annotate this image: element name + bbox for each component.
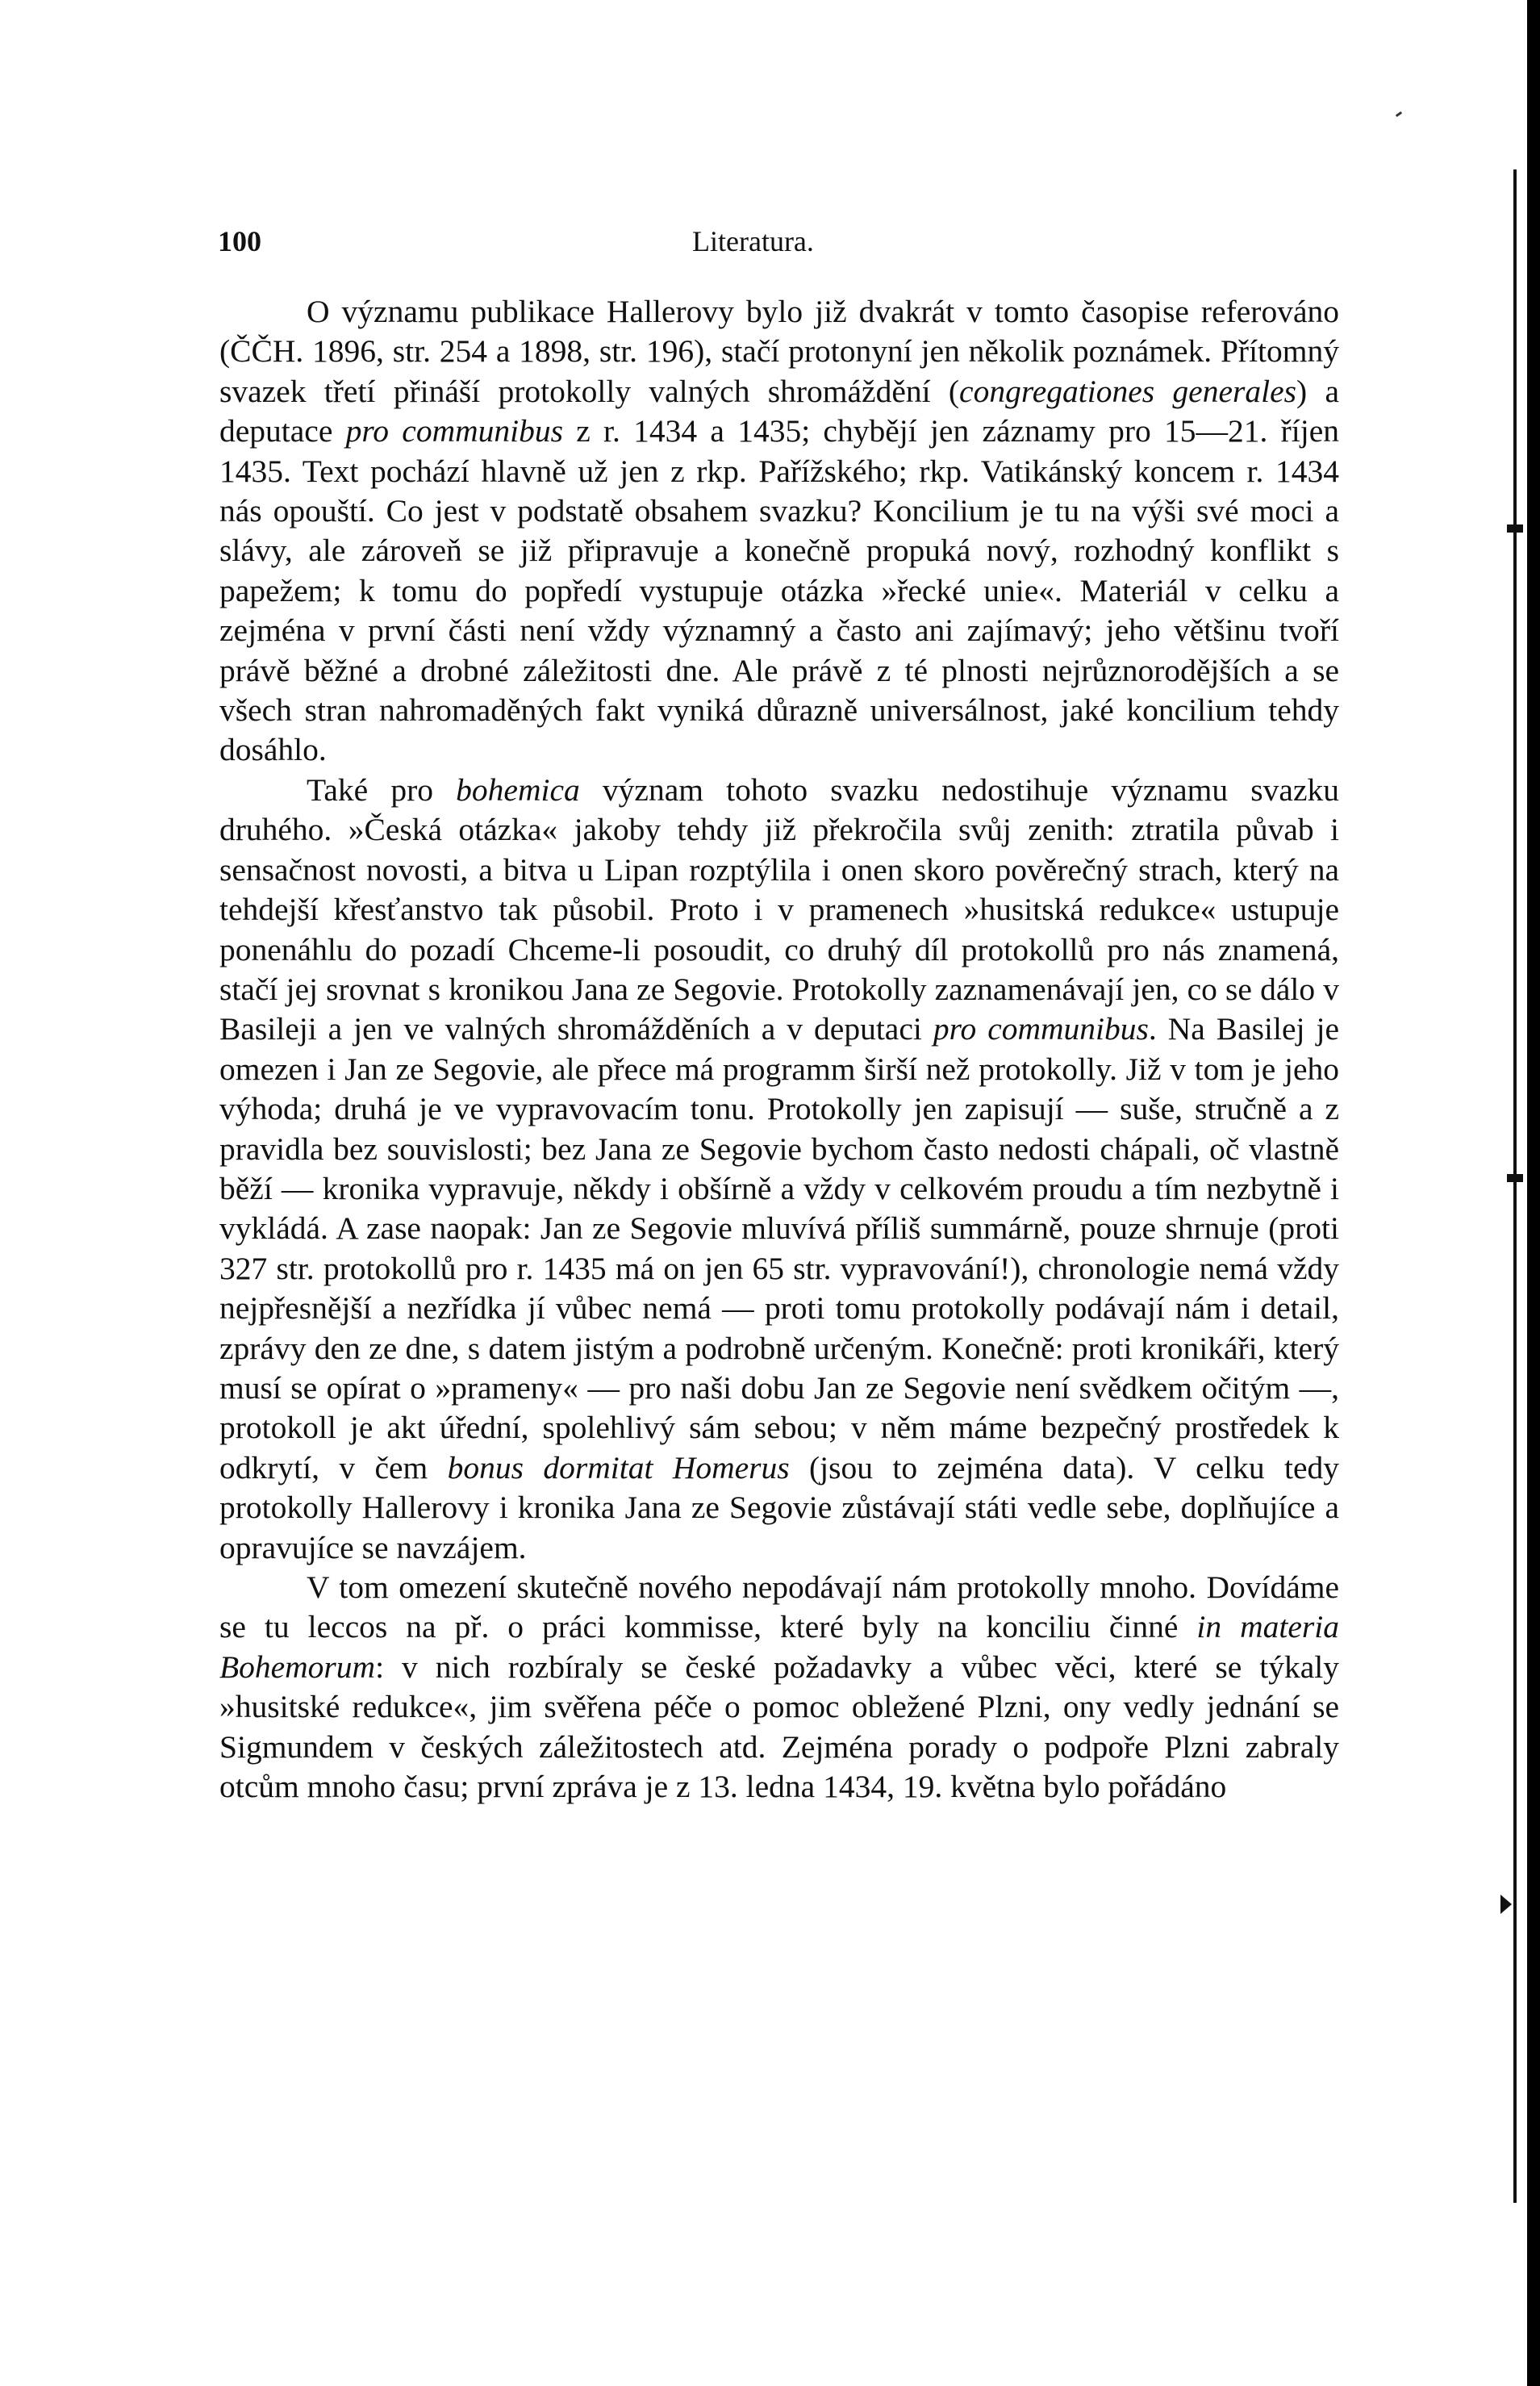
binding-edge-line: [1513, 169, 1517, 2203]
italic-phrase: bohemica: [456, 771, 580, 808]
paragraph: [219, 1568, 1339, 1807]
text-run: ) a deputace: [219, 373, 1339, 449]
italic-phrase: pro communibus: [933, 1011, 1149, 1047]
italic-phrase: in materia Bohemorum: [219, 1609, 1339, 1685]
italic-phrase: congregationes generales: [959, 373, 1296, 409]
text-run: (jsou to zejména data). V celku tedy protokolly Hallerovy i kronika Jana ze Segovie zůstávají státi vedle sebe, doplňujíce a opravujíce se navzájem.: [219, 1449, 1339, 1565]
scan-border: [1527, 0, 1540, 2386]
running-title: Literatura.: [692, 225, 814, 257]
text-run: : v nich rozbíraly se české požadavky a vůbec věci, které se týkaly »husitské redukce«, jim svěřena péče o pomoc obležené Plzni, ony vedly jednání se Sigmundem v českých záležitostech atd. Zejména porady o podpoře Plzni zabraly otcům mnoho času; první zpráva je z 13. ledna 1434, 19. května bylo pořádáno: [219, 1648, 1339, 1805]
page-header: [218, 224, 1347, 273]
text-run: V tom omezení skutečně nového nepodávají nám protokolly mnoho. Dovídáme se tu leccos na př. o práci kommisse, které byly na konciliu činné: [219, 1569, 1339, 1645]
text-run: . Na Basilej je omezen i Jan ze Segovie, ale přece má programm širší než protokolly. Již v tom je jeho výhoda; druhá je ve vypravovacím tonu. Protokolly jen zapisují — suše, stručně a z pravidla bez souvislosti; bez Jana ze Segovie bychom často nedosti chápali, oč vlastně běží — kronika vypravuje, někdy i obšírně a vždy v celkovém proudu a tím nezbytně i vykládá. A zase naopak: Jan ze Segovie mluvívá příliš summárně, pouze shrnuje (proti 327 str. protokollů pro r. 1435 má on jen 65 str. vypravování!), chronologie nemá vždy nejpřesnější a nezřídka jí vůbec nemá — proti tomu protokolly podávají nám i detail, zprávy den ze dne, s datem jistým a podrobně určeným. Konečně: proti kronikáři, který musí se opírat o »prameny« — pro naši dobu Jan ze Segovie není svědkem očitým —, protokoll je akt úřední, spolehlivý sám sebou; v něm máme bezpečný prostředek k odkrytí, v čem: [219, 1011, 1339, 1486]
text-run: význam tohoto svazku nedostihuje významu svazku druhého. »Česká otázka« jakoby tehdy již překročila svůj zenith: ztratila půvab i sensačnost novosti, a bitva u Lipan rozptýlila i onen skoro pověrečný strach, který na tehdejší křesťanstvo tak působil. Proto i v pramenech »husitská redukce« ustupuje ponenáhlu do pozadí Chceme-li posoudit, co druhý díl protokollů pro nás znamená, stačí jej srovnat s kronikou Jana ze Segovie. Protokolly zaznamenávají jen, co se dálo v Basileji a jen ve valných shromážděních a v deputaci: [219, 771, 1339, 1047]
text-run: O významu publikace Hallerovy bylo již dvakrát v tomto časopise referováno (ČČH. 1896, str. 254 a 1898, str. 196), stačí protonyní jen několik poznámek. Přítomný svazek třetí přináší protokolly valných shromáždění (: [219, 294, 1339, 409]
paragraph: [219, 771, 1339, 1568]
italic-phrase: bonus dormitat Homerus: [447, 1449, 790, 1486]
article-body: [219, 292, 1339, 1807]
margin-arrow-mark: [1500, 1895, 1512, 1914]
page-number: 100: [218, 225, 261, 257]
italic-phrase: pro communibus: [345, 413, 563, 449]
binding-notch: [1507, 1174, 1523, 1182]
text-run: z r. 1434 a 1435; chybějí jen záznamy pro 15—21. říjen 1435. Text pochází hlavně už jen z rkp. Pařížského; rkp. Vatikánský koncem r. 1434 nás opouští. Co jest v podstatě obsahem svazku? Koncilium je tu na výši své moci a slávy, ale zároveň se již připravuje a konečně propuká nový, rozhodný konflikt s papežem; k tomu do popředí vystupuje otázka »řecké unie«. Materiál v celku a zejména v první části není vždy významný a často ani zajímavý; jeho většinu tvoří právě běžné a drobné záležitosti dne. Ale právě z té plnosti nejrůznorodějších a se všech stran nahromaděných fakt vyniká důrazně universálnost, jaké koncilium tehdy dosáhlo.: [219, 413, 1339, 768]
paragraph: [219, 292, 1339, 771]
scan-speck: [1396, 111, 1402, 117]
binding-notch: [1507, 524, 1523, 533]
text-run: Také pro: [307, 771, 457, 808]
